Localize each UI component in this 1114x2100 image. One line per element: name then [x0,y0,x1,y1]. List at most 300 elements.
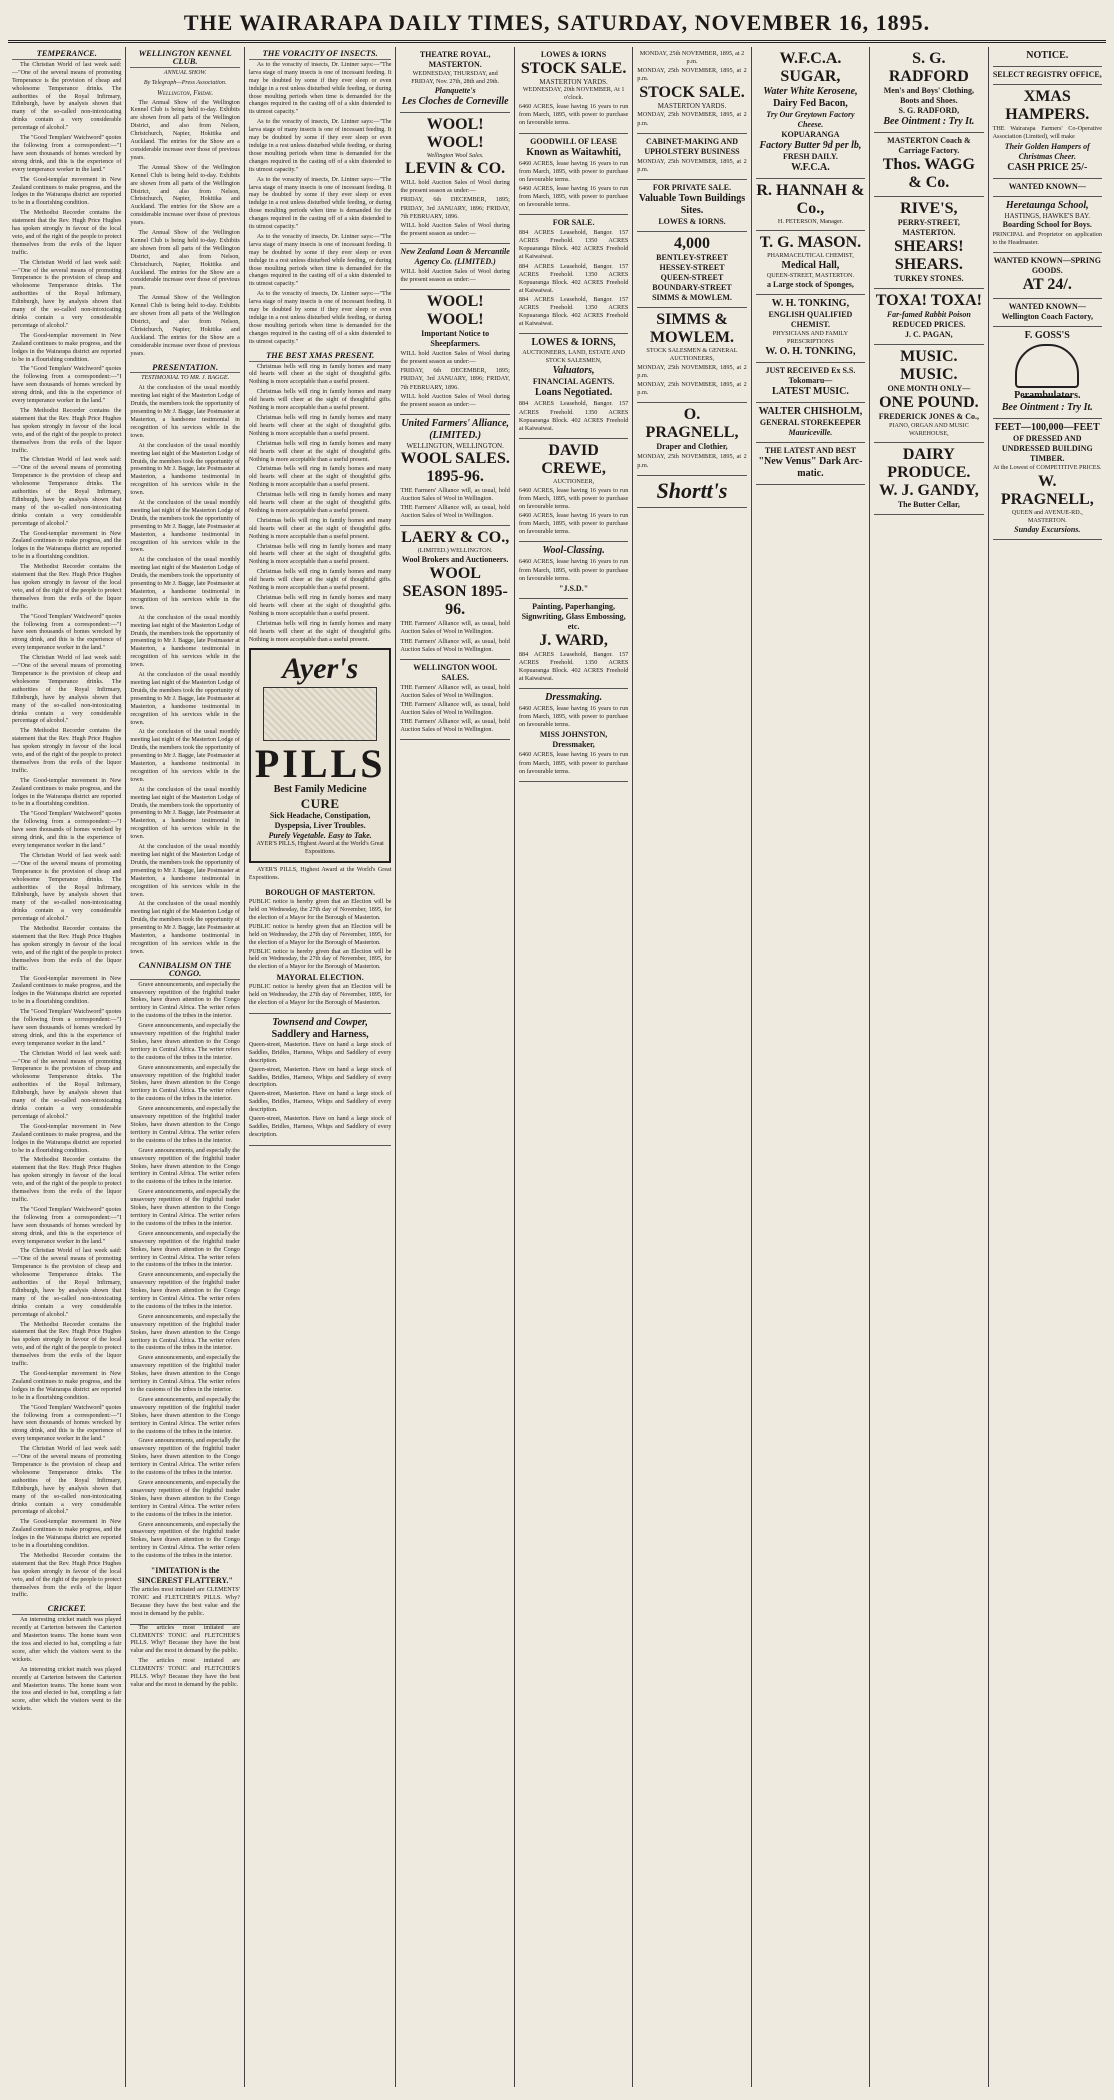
acres-text: 6460 ACRES, lease having 16 years to run from March, 1895, with power to purchase on favourable terms. [518,512,629,536]
levin-text: WILL hold Auction Sales of Wool during the present season as under:— [400,392,510,408]
queen-avenue: QUEEN and AVENUE-RD., MASTERTON. [1011,508,1083,524]
hastings: HASTINGS, HAWKE'S BAY. [1004,212,1091,221]
chisholm-ad [756,403,865,443]
registry-ad [993,67,1102,85]
presentation-subheading: TESTIMONIAL TO MR. J. BAGGE. [141,375,230,382]
dairy-bacon: Dairy Fed Bacon, [773,98,848,109]
xmas-heading: THE BEST XMAS PRESENT. [249,349,392,362]
temperance-paragraph: The "Good Templars' Watchword" quotes the following from a correspondent:—"I have seen thousands of homes wrecked by strong drink, and this is the experience of every temperance worker in the land." [12,613,122,652]
hannah-name: R. HANNAH & Co., [756,182,865,217]
financial-agents: FINANCIAL AGENTS. [532,377,615,387]
temperance-paragraph: The "Good Templars' Watchword" quotes the following from a correspondent:—"I have seen thousands of homes wrecked by strong drink, and this is the experience of every temperance worker in the land." [12,1404,122,1443]
wool-season: WOOL SEASON 1895-96. [402,565,508,619]
simms-mowlem: SIMMS & MOWLEM. [652,292,732,302]
golden-hampers: Their Golden Hampers of Christmas Cheer. [1004,142,1090,162]
townsend-heading: Townsend and Cowper, [272,1016,368,1028]
presentation-paragraph: At the conclusion of the usual monthly meeting last night of the Masterton Lodge of Druids, the members took the opportunity of presenting to Mr J. Bagge, late Postmaster at Masterton, a handsome testimonial in recognition of his services while in the town. [130,729,240,783]
lots-text: 884 ACRES Leasehold, Bangor. 157 ACRES Freehold. 1350 ACRES Kopuaranga Block. 402 ACRES Freehold at Kaiwaiwai. [518,400,629,432]
cannibalism-paragraph: Grave announcements, and especially the unsavoury repetition of the frightful trader Stokes, have drawn attention to the Congo territory in Central Africa. The writer refers to the customs of the tribes in the interior. [130,1189,240,1227]
acres-text: 6460 ACRES, lease having 16 years to run from March, 1895, with power to purchase on favourable terms. [518,159,629,183]
spring-goods-ad [993,253,1102,299]
wfca-heading: W.F.C.A. [779,50,842,67]
presentation-heading: PRESENTATION. [130,361,239,374]
dressmaking-ad [519,689,628,782]
monday-stock-ad [637,47,746,134]
levin-name: LEVIN & CO. [405,160,506,178]
new-venus-ad [756,443,865,485]
cannibalism-paragraph: Grave announcements, and especially the unsavoury repetition of the frightful trader Stokes, have drawn attention to the Congo territory in Central Africa. The writer refers to the customs of the tribes in the interior. [130,1230,240,1269]
temperance-paragraph: The Christian World of last week said:—"One of the several means of promoting Temperance is the provision of cheap and wholesome Temperance drinks. The authorities of the Royal Infirmary, Edinburgh, have by analysis shown that many of the so-called non-intoxicating drinks contain a very considerable percentage of alcohol." [12,852,122,923]
presentation-paragraph: At the conclusion of the usual monthly meeting last night of the Masterton Lodge of Druids, the members took the opportunity of presenting to Mr J. Bagge, late Postmaster at Masterton, a handsome testimonial in recognition of his services while in the town. [130,500,240,554]
perry-street: PERRY-STREET, MASTERTON. [897,218,960,237]
toxa-heading: TOXA! TOXA! [875,292,982,309]
wool-heading: WOOL! WOOL! [426,116,484,152]
wool-sales-text: THE Farmers' Alliance will, as usual, hold Auction Sales of Wool in Wellington. [400,700,510,716]
lots-text: 884 ACRES Leasehold, Bangor. 157 ACRES Freehold. 1350 ACRES Kopuaranga Block. 402 ACRES Freehold at Kaiwaiwai. [518,262,629,294]
boarding-school: Boarding School for Boys. [1002,220,1092,230]
wfca-ad [756,47,865,179]
wool-classing-heading: Wool-Classing. [542,545,605,557]
cricket-heading: CRICKET. [12,1602,121,1615]
try-cheese: Try Our Greytown Factory Cheese. [766,110,855,129]
for-sale-heading: FOR SALE. [552,218,595,228]
queen-street: QUEEN-STREET, MASTERTON. [766,272,855,280]
number-4000: 4,000 [674,234,710,252]
imitation-heading: "IMITATION is the SINCEREST FLATTERY." [137,1566,233,1586]
xmas-paragraph: Christmas bells will ring in family homes and many old hearts will cheer at the sight of thoughtful gifts. Nothing is more acceptable than a useful present. [248,414,392,437]
lowes-name-2: LOWES & IORNS, [531,337,616,349]
column-3 [245,47,397,2087]
goss-name: F. GOSS'S [1024,330,1070,342]
perambulator-illustration [1015,344,1079,388]
cannibalism-paragraph: Grave announcements, and especially the unsavoury repetition of the frightful trader Stokes, have drawn attention to the Congo territory in Central Africa. The writer refers to the customs of the tribes in the interior. [130,1023,240,1061]
competitive-prices: At the Lowest of COMPETITIVE PRICES. [992,464,1102,472]
townsend-text: Queen-street, Masterton. Have on hand a large stock of Saddles, Bridles, Harness, Whips and Saddlery of every description. [248,1116,392,1138]
wool-sales-text: THE Farmers' Alliance will, as usual, hold Auction Sales of Wool in Wellington. [400,486,510,502]
ufa-place: WELLINGTON, WELLINGTON. [406,441,504,450]
monday-text: MONDAY, 25th NOVEMBER, 1895, at 2 p.m. [637,67,747,83]
lots-text: 884 ACRES Leasehold, Bangor. 157 ACRES Freehold. 1350 ACRES Kopuaranga Block. 402 ACRES Freehold at Kaiwaiwai. [518,229,629,261]
townsend-text: Queen-street, Masterton. Have on hand a large stock of Saddles, Bridles, Harness, Whips and Saddlery of every description. [248,1066,392,1089]
coach-ad [874,133,983,197]
ufa-heading: United Farmers' Alliance, (LIMITED.) [401,417,510,441]
ayers-logo: Ayer's [282,652,359,686]
boots-shoes: Boots and Shoes. [900,96,958,105]
wool-classing-ad [519,542,628,598]
theatre-heading: THEATRE ROYAL, MASTERTON. [419,50,491,69]
pagan-name: J. C. PAGAN, [905,330,953,339]
lowes-auctioneers-ad [519,334,628,439]
queen-street: QUEEN-STREET [660,272,724,282]
column-2 [126,47,244,2087]
ufa-ad [400,415,509,526]
imitation-text: The articles most imitated are CLEMENTS' TONIC and FLETCHER'S PILLS. Why? Because they have the best value and the most in demand by the public. [130,1658,240,1688]
reduced-prices: REDUCED PRICES. [892,320,966,329]
ayers-tagline: Best Family Medicine [273,784,367,796]
spring-goods: WANTED KNOWN—SPRING GOODS. [993,256,1101,276]
temperance-heading: TEMPERANCE. [12,47,121,60]
toxa-ad [874,289,983,345]
temperance-paragraph: The Good-templar movement in New Zealand continues to make progress, and the lodges in the Wairarapa district are reported to be in a flourishing condition. [12,332,122,363]
temperance-paragraph: The Christian World of last week said:—"One of the several means of promoting Temperance is the provision of cheap and wholesome Temperance drinks. The authorities of the Royal Infirmary, Edinburgh, have by analysis shown that many of the so-called non-intoxicating drinks contain a very considerable percentage of alcohol." [12,1050,122,1120]
kennel-paragraph: The Annual Show of the Wellington Kennel Club is being held to-day. Exhibits are shown from all parts of the Wellington District, and also from Nelson, Christchurch, Napier, Hokitika and Auckland. The entries for the Show are a considerable increase over those of previous years. [130,230,240,292]
large-stock: a Large stock of Sponges, [766,280,854,290]
lowes-stock-ad [519,47,628,134]
radford-name: S. G. RADFORD [888,50,969,85]
temperance-paragraph: The Methodist Recorder contains the statement that the Rev. Hugh Price Hughes has spoken strongly in favour of the local veto, and of the right of the people to protect themselves from the evils of the liquor traffic. [12,1157,122,1203]
hessey-street: HESSEY-STREET [659,262,725,272]
turkey-stones: TURKEY STONES. [894,274,964,283]
sunday-excursions: Sunday Excursions. [1014,524,1081,534]
column-7 [752,47,870,2087]
temperance-paragraph: The Methodist Recorder contains the statement that the Rev. Hugh Price Hughes has spoken strongly in favour of the local veto, and of the right of the people to protect themselves from the evils of the liquor traffic. [12,1552,122,1599]
wool-brokers: Wool Brokers and Auctioneers. [401,555,509,565]
cannibalism-paragraph: Grave announcements, and especially the unsavoury repetition of the frightful trader Stokes, have drawn attention to the Congo territory in Central Africa. The writer refers to the customs of the tribes in the interior. [130,1479,240,1518]
xmas-paragraph: Christmas bells will ring in family homes and many old hearts will cheer at the sight of thoughtful gifts. Nothing is more acceptable than a useful present. [248,620,392,643]
acres-text: 6460 ACRES, lease having 16 years to run from March, 1895, with power to purchase on favourable terms. [518,558,629,582]
townsend-text: Queen-street, Masterton. Have on hand a large stock of Saddles, Bridles, Harness, Whips and Saddlery of every description. [248,1091,392,1114]
rive-name: RIVE'S, [900,200,958,217]
one-pound: ONE POUND. [879,394,979,411]
temperance-paragraph: The Methodist Recorder contains the statement that the Rev. Hugh Price Hughes has spoken strongly in favour of the local veto, and of the right of the people to protect themselves from the evils of the liquor traffic. [12,728,122,774]
lowes-name: LOWES & IORNS [540,50,607,59]
goss-ad [993,327,1102,419]
jsd: "J.S.D." [559,583,589,593]
simms-ad [637,308,746,404]
borough-text: PUBLIC notice is hereby given that an Election will be held on Wednesday, the 27th day of November, 1895, for the election of a Mayor for the Borough of Masterton. [248,948,392,971]
wanted-heading: WANTED KNOWN— [1008,182,1086,192]
acres-text: 6460 ACRES, lease having 16 years to run from March, 1895, with power to purchase on favourable terms. [518,486,629,511]
masthead: THE WAIRARAPA DAILY TIMES, SATURDAY, NOVEMBER 16, 1895. [8,4,1106,43]
imitation-text: The articles most imitated are CLEMENTS' TONIC and FLETCHER'S PILLS. Why? Because they have the best value and the most in demand by the public. [130,1624,240,1655]
rive-ad [874,197,983,289]
crewe-ad [519,439,628,543]
hannah-ad [756,179,865,231]
presentation-paragraph: At the conclusion of the usual monthly meeting last night of the Masterton Lodge of Druids, the members took the opportunity of presenting to Mr J. Bagge, late Postmaster at Masterton, a handsome testimonial in recognition of his services while in the town. [130,786,240,841]
feet-heading: FEET—100,000—FEET [994,422,1100,434]
temperance-paragraph: The Christian World of last week said:—"One of the several means of promoting Temperance is the provision of cheap and wholesome Temperance drinks. The authorities of the Royal Infirmary, Edinburgh, have by analysis shown that many of the so-called non-intoxicating drinks contain a very considerable percentage of alcohol." [12,1446,122,1516]
shortts-ad [637,476,746,508]
painting-ad [519,599,628,689]
water-white: Water White Kerosene, [763,86,858,97]
xmas-paragraph: Christmas bells will ring in family homes and many old hearts will cheer at the sight of thoughtful gifts. Nothing is more acceptable than a useful present. [248,440,392,463]
monday-text: MONDAY, 25th NOVEMBER, 1895, at 2 p.m. [637,381,747,397]
levin-dates: FRIDAY, 6th DECEMBER, 1895; FRIDAY, 3rd JANUARY, 1896; FRIDAY, 7th FEBRUARY, 1896. [400,196,510,220]
cannibalism-paragraph: Grave announcements, and especially the unsavoury repetition of the frightful trader Stokes, have drawn attention to the Congo territory in Central Africa. The writer refers to the customs of the tribes in the interior. [130,981,240,1020]
temperance-paragraph: The Good-templar movement in New Zealand continues to make progress, and the lodges in the Wairarapa district are reported to be in a flourishing condition. [12,975,122,1006]
rabbit-poison: Far-famed Rabbit Poison [886,310,971,319]
private-sale-ad [637,180,746,232]
cannibalism-paragraph: Grave announcements, and especially the unsavoury repetition of the frightful trader Stokes, have drawn attention to the Congo territory in Central Africa. The writer refers to the customs of the tribes in the interior. [130,1064,240,1103]
masterton-yards: MASTERTON YARDS. [657,102,727,111]
kennel-paragraph: The Annual Show of the Wellington Kennel Club is being held to-day. Exhibits are shown from all parts of the Wellington District, and also from Nelson, Christchurch, Napier, Hokitika and Auckland. The entries for the Show are a considerable increase over those of previous years. [130,99,240,161]
goodwill-ad [519,134,628,216]
presentation-paragraph: At the conclusion of the usual monthly meeting last night of the Masterton Lodge of Druids, the members took the opportunity of presenting to Mr J. Bagge, late Postmaster at Masterton, a handsome testimonial in recognition of his services while in the town. [130,844,240,898]
column-8 [870,47,988,2087]
xmas-hampers-ad [993,85,1102,179]
cannibalism-paragraph: Grave announcements, and especially the unsavoury repetition of the frightful trader Stokes, have drawn attention to the Congo territory in Central Africa. The writer refers to the customs of the tribes in the interior. [130,1355,240,1393]
streets-ad [637,232,746,308]
crewe-name: DAVID CREWE, [541,441,606,477]
dairy-ad [874,443,983,515]
column-1 [8,47,126,2087]
mowlem-name: MOWLEM. [650,328,734,346]
one-month: ONE MONTH ONLY— [887,384,971,393]
ayers-list: Sick Headache, Constipation, Dyspepsia, Liver Troubles. [269,811,371,831]
cannibalism-paragraph: Grave announcements, and especially the unsavoury repetition of the frightful trader Stokes, have drawn attention to the Congo territory in Central Africa. The writer refers to the customs of the tribes in the interior. [130,1313,240,1352]
temperance-paragraph: The Methodist Recorder contains the statement that the Rev. Hugh Price Hughes has spoken strongly in favour of the local veto, and of the right of the people to protect themselves from the evils of the liquor traffic. [12,564,122,610]
ayers-cure: CURE [300,796,340,812]
sugar-heading: SUGAR, [780,68,841,85]
townsend-ad [249,1014,392,1146]
jones-name: FREDERICK JONES & Co., [878,412,979,421]
notice-heading: NOTICE. [1026,50,1069,61]
shears-heading: SHEARS! [894,238,964,255]
lowes-iorns: LOWES & IORNS. [658,216,726,226]
tonking-ad [756,295,865,363]
general-storekeeper: GENERAL STOREKEEPER [759,418,861,428]
dairy-produce: DAIRY PRODUCE. [887,446,971,482]
column-9 [989,47,1106,2087]
temperance-paragraph: The Good-templar movement in New Zealand continues to make progress, and the lodges in the Wairarapa district are reported to be in a flourishing condition. [12,1371,122,1401]
price-24: AT 24/. [1022,276,1072,294]
notice-heading: Important Notice to Sheepfarmers. [421,329,490,349]
planquette: Planquette's [434,86,476,96]
acres-text: 6460 ACRES, lease having 16 years to run from March, 1895, with power to purchase on favourable terms. [518,751,629,775]
temperance-paragraph: The Good-templar movement in New Zealand continues to make progress, and the lodges in the Wairarapa district are reported to be in a flourishing condition. [12,1519,122,1550]
wool-sub: Wellington Wool Sales. [426,152,484,160]
temperance-paragraph: The "Good Templars' Watchword" quotes the following from a correspondent:—"I have seen thousands of homes wrecked by strong drink, and this is the experience of every temperance worker in the land." [12,135,122,173]
wanted-ad [993,179,1102,197]
theatre-ad [400,47,509,113]
laery-name: LAERY & CO., [401,529,510,547]
columns [8,47,1106,2087]
music-latest-ad [756,363,865,403]
wellington-coach: Wellington Coach Factory, [1001,312,1093,322]
latest-music: LATEST MUSIC. [771,386,849,398]
mauriceville: Mauriceville. [788,428,833,438]
building-timber: OF DRESSED AND UNDRESSED BUILDING TIMBER. [1001,434,1093,464]
bentley-street: BENTLEY-STREET [656,252,728,262]
fresh-daily: FRESH DAILY. [782,152,838,161]
pragnell-name: O. PRAGNELL, [645,406,739,442]
insects-paragraph: As to the voracity of insects, Dr. Lintner says:—"The larva stage of many insects is one of incessant feeding. It may be doubted by some if they ever sleep or even indulge in a rest unless disturbed while feeding, or during those moulting periods when time is demanded for the changes required in the casting off of a skin distended to its utmost capacity." [248,176,392,231]
acres-text: 6460 ACRES, lease having 16 years to run from March, 1895, with power to purchase on favourable terms. [518,705,629,729]
temperance-paragraph: The Methodist Recorder contains the statement that the Rev. Hugh Price Hughes has spoken strongly in favour of the local veto, and of the right of the people to protect themselves from the evils of the liquor traffic. [12,926,122,972]
boundary-street: BOUNDARY-STREET [652,282,732,292]
factory-butter: Factory Butter 9d per lb, [759,140,862,151]
cannibalism-paragraph: Grave announcements, and especially the unsavoury repetition of the frightful trader Stokes, have drawn attention to the Congo territory in Central Africa. The writer refers to the customs of the tribes in the interior. [130,1438,240,1477]
mason-name: T. G. MASON. [759,234,862,252]
townsend-sub: Saddlery and Harness, [271,1028,369,1040]
xmas-paragraph: Christmas bells will ring in family homes and many old hearts will cheer at the sight of thoughtful gifts. Nothing is more acceptable than a useful present. [248,389,392,412]
draper: Draper and Clothier, [656,442,728,452]
monday-text: MONDAY, 25th NOVEMBER, 1895, at 2 p.m. [637,453,747,469]
heretaunga-heading: Heretaunga School, [1005,200,1089,212]
temperance-paragraph: The Christian World of last week said:—"One of the several means of promoting Temperance is the provision of cheap and wholesome Temperance drinks. The authorities of the Royal Infirmary, Edinburgh, have by analysis shown that many of the so-called non-intoxicating drinks contain a very considerable percentage of alcohol." [12,1248,122,1318]
wool-sales-text: THE Farmers' Alliance will, as usual, hold Auction Sales of Wool in Wellington. [400,637,510,653]
shears-heading-2: SHEARS. [894,256,963,273]
stock-salesmen: STOCK SALESMEN & GENERAL AUCTIONEERS, [646,346,738,362]
heretaunga-ad [993,197,1102,253]
levin-dates: FRIDAY, 6th DECEMBER, 1895; FRIDAY, 3rd JANUARY, 1896; FRIDAY, 7th FEBRUARY, 1896. [400,367,510,391]
wagg-name: Thos. WAGG & Co. [882,156,975,191]
goodwill-heading: GOODWILL OF LEASE [530,136,617,146]
valuable-heading: Valuable Town Buildings Sites. [638,192,746,216]
kopuaranga: KOPUARANGA [781,130,840,139]
loans-negotiated: Loans Negotiated. [534,387,613,399]
cannibalism-paragraph: Grave announcements, and especially the unsavoury repetition of the frightful trader Stokes, have drawn attention to the Congo territory in Central Africa. The writer refers to the customs of the tribes in the interior. [130,1396,240,1435]
temperance-paragraph: The "Good Templars' Watchword" quotes the following from a correspondent:—"I have seen thousands of homes wrecked by strong drink, and this is the experience of every temperance worker in the land." [12,1009,122,1047]
stock-sale-date: WEDNESDAY, 20th NOVEMBER, At 1 o'clock. [522,86,625,102]
latest-best: THE LATEST AND BEST [764,446,856,456]
monday-text: MONDAY, 25th NOVEMBER, 1895, at 2 p.m. [637,157,747,173]
just-received: JUST RECEIVED Ex S.S. Tokomaru— [765,366,856,386]
school-text: PRINCIPAL and Proprietor on application to the Headmaster. [992,231,1102,247]
farmers-text: THE Wairarapa Farmers' Co-Operative Association (Limited), will make [992,125,1102,141]
monday-date: MONDAY, 25th NOVEMBER, 1895, at 2 p.m. [639,50,745,66]
coach-heading: MASTERTON Coach & Carriage Factory. [887,136,971,155]
column-5 [515,47,633,2087]
loan-ad [400,244,509,290]
kennel-byline: By Telegraph—Press Association. [143,79,227,86]
cannibalism-paragraph: Grave announcements, and especially the unsavoury repetition of the frightful trader Stokes, have drawn attention to the Congo territory in Central Africa. The writer refers to the customs of the tribes in the interior. [130,1272,240,1310]
wool-sales-heading: WOOL SALES. 1895-96. [400,449,510,485]
levin-text: WILL hold Auction Sales of Wool during the present season as under:— [400,267,510,284]
borough-heading: BOROUGH OF MASTERTON. [265,888,376,898]
simms-name: SIMMS & [656,310,728,328]
pill-box-illustration [263,687,378,741]
column-6 [633,47,751,2087]
presentation-paragraph: At the conclusion of the usual monthly meeting last night of the Masterton Lodge of Druids, the members took the opportunity of presenting to Mr J. Bagge, late Postmaster at Masterton, a handsome testimonial in recognition of his services while in the town. [130,385,240,439]
borough-text: PUBLIC notice is hereby given that an Election will be held on Wednesday, the 27th day of November, 1895, for the election of a Mayor for the Borough of Masterton. [248,899,392,921]
waitawhiti-heading: Known as Waitawhiti, [526,146,621,158]
music-heading: MUSIC. MUSIC. [900,348,958,383]
townsend-text: Queen-street, Masterton. Have on hand a large stock of Saddles, Bridles, Harness, Whips and Saddlery of every description. [248,1041,392,1064]
notice-ad [993,47,1102,67]
xmas-paragraph: Christmas bells will ring in family homes and many old hearts will cheer at the sight of thoughtful gifts. Nothing is more acceptable than a useful present. [248,466,392,489]
timber-ad [993,419,1102,539]
valuators: Valuators, [552,365,595,377]
masterton-yards: MASTERTON YARDS. [539,78,608,86]
xmas-hampers-heading: XMAS HAMPERS. [1005,88,1090,123]
loan-heading: New Zealand Loan & Mercantile Agency Co. (LIMITED.) [400,246,510,266]
private-sale-heading: FOR PRIVATE SALE. [652,182,732,192]
english-chemist: ENGLISH QUALIFIED CHEMIST. [768,310,853,330]
pharmaceutical: PHARMACEUTICAL CHEMIST, [767,252,854,260]
kennel-paragraph: The Annual Show of the Wellington Kennel Club is being held to-day. Exhibits are shown from all parts of the Wellington District, and also from Nelson, Christchurch, Napier, Hokitika and Auckland. The entries for the Show are a considerable increase over those of previous years. [130,295,240,357]
temperance-paragraph: The Christian World of last week said:—"One of the several means of promoting Temperance is the provision of cheap and wholesome Temperance drinks. The authorities of the Royal Infirmary, Edinburgh, have by analysis shown that many of the so-called non-intoxicating drinks contain a very considerable percentage of alcohol." [12,457,122,527]
stock-sale-heading: STOCK SALE. [639,84,745,102]
levin-text: WILL hold Auction Sales of Wool during the present season as under:— [400,179,510,195]
temperance-paragraph: The Methodist Recorder contains the statement that the Rev. Hugh Price Hughes has spoken strongly in favour of the local veto, and of the right of the people to protect themselves from the evils of the liquor traffic. [12,210,122,256]
imitation-text: The articles most imitated are CLEMENTS' TONIC and FLETCHER'S PILLS. Why? Because they have the best value and the most in demand by the public. [130,1587,240,1617]
wellington-wool-ad [400,660,509,741]
wool-notice-ad [400,290,509,415]
borough-notice [249,885,392,1014]
butter-cellar: The Butter Cellar, [897,500,960,510]
painting-heading: Painting, Paperhanging, Signwriting, Glass Embossing, etc. [521,601,626,631]
insects-heading: THE VORACITY OF INSECTS. [249,47,392,60]
cabinet-heading: CABINET-MAKING AND UPHOLSTERY BUSINESS [644,136,740,156]
perambulators: Perambulators. [1014,390,1081,402]
insects-paragraph: As to the voracity of insects, Dr. Lintner says:—"The larva stage of many insects is one of incessant feeding. It may be doubted by some if they ever sleep or even indulge in a rest unless disturbed while feeding, or during those moulting periods when time is demanded for the changes required in the casting off of a skin distended to its utmost capacity." [248,119,392,173]
temperance-paragraph: The Good-templar movement in New Zealand continues to make progress, and the lodges in the Wairarapa district are reported to be in a flourishing condition. [12,530,122,561]
cannibalism-paragraph: Grave announcements, and especially the unsavoury repetition of the frightful trader Stokes, have drawn attention to the Congo territory in Central Africa. The writer refers to the customs of the tribes in the interior. [130,1147,240,1186]
kennel-heading: WELLINGTON KENNEL CLUB. [130,47,239,68]
presentation-paragraph: At the conclusion of the usual monthly meeting last night of the Masterton Lodge of Druids, the members took the opportunity of presenting to Mr J. Bagge, late Postmaster at Masterton, a handsome testimonial in recognition of his services while in the town. [130,901,240,955]
mason-ad [756,231,865,295]
monday-text: MONDAY, 25th NOVEMBER, 1895, at 2 p.m. [637,364,747,380]
xmas-paragraph: Christmas bells will ring in family homes and many old hearts will cheer at the sight of thoughtful gifts. Nothing is more acceptable than a useful present. [248,595,392,617]
temperance-paragraph: The Methodist Recorder contains the statement that the Rev. Hugh Price Hughes has spoken strongly in favour of the local veto, and of the right of the people to protect themselves from the evils of the liquor traffic. [12,1321,122,1368]
ayers-text: AYER'S PILLS, Highest Award at the World's Great Expositions. [248,867,392,882]
new-venus: "New Venus" Dark Arc-matic. [758,456,863,480]
temperance-paragraph: The Good-templar movement in New Zealand continues to make progress, and the lodges in the Wairarapa district are reported to be in a flourishing condition. [12,176,122,207]
wool-sales-text: THE Farmers' Alliance will, as usual, hold Auction Sales of Wool in Wellington. [400,620,510,636]
wfca-footer: W.F.C.A. [791,162,830,173]
cannibalism-paragraph: Grave announcements, and especially the unsavoury repetition of the frightful trader Stokes, have drawn attention to the Congo territory in Central Africa. The writer refers to the customs of the tribes in the interior. [130,1106,240,1144]
borough-text: PUBLIC notice is hereby given that an Election will be held on Wednesday, the 27th day of November, 1895, for the election of a Mayor for the Borough of Masterton. [248,923,392,946]
insects-paragraph: As to the voracity of insects, Dr. Lintner says:—"The larva stage of many insects is one of incessant feeding. It may be doubted by some if they ever sleep or even indulge in a rest unless disturbed while feeding, or during those moulting periods when time is demanded for the changes required in the casting off of a skin distended to its utmost capacity." [248,233,392,288]
cannibalism-paragraph: Grave announcements, and especially the unsavoury repetition of the frightful trader Stokes, have drawn attention to the Congo territory in Central Africa. The writer refers to the customs of the tribes in the interior. [130,1521,240,1560]
xmas-paragraph: Christmas bells will ring in family homes and many old hearts will cheer at the sight of thoughtful gifts. Nothing is more acceptable than a useful present. [248,363,392,386]
wanted-3-ad [993,299,1102,327]
mens-clothing: Men's and Boys' Clothing, [883,86,974,95]
piano-warehouse: PIANO, ORGAN AND MUSIC WAREHOUSE, [888,422,969,438]
auctioneers-line: AUCTIONEERS, LAND, ESTATE AND STOCK SALESMEN, [522,349,625,365]
kennel-place: Wellington, Friday. [157,88,214,97]
wanted-heading-3: WANTED KNOWN— [1008,302,1086,312]
acres-text: 6460 ACRES, lease having 16 years to run from March, 1895, with power to purchase on favourable terms. [518,184,629,209]
shortts-name: Shortt's [656,477,728,503]
wellington-wool-heading: WELLINGTON WOOL SALES. [413,662,498,682]
ayers-footer: AYER'S PILLS, Highest Award at the World's Great Expositions. [256,841,384,856]
bee-ointment: Bee Ointment : Try It. [883,116,975,127]
laery-ad [400,526,509,659]
registry-heading: SELECT REGISTRY OFFICE, [992,70,1102,79]
levin-wool-ad [400,113,509,244]
music-ad [874,345,983,443]
temperance-paragraph: The Christian World of last week said:—"One of the several means of promoting Temperance is the provision of cheap and wholesome Temperance drinks. The authorities of the Royal Infirmary, Edinburgh, have by analysis shown that many of the so-called non-intoxicating drinks contain a very considerable percentage of alcohol." [12,259,122,329]
crewe-sub: AUCTIONEER, [553,477,595,485]
pragnell-name: W. PRAGNELL, [1000,472,1094,508]
lots-text: 884 ACRES Leasehold, Bangor. 157 ACRES Freehold. 1350 ACRES Kopuaranga Block. 402 ACRES Freehold at Kaiwaiwai. [518,650,629,683]
cricket-paragraph: An interesting cricket match was played recently at Carterton between the Carterton and Masterton teams. The home team won the toss and elected to bat, compiling a fair score, after which the visitors went to the wickets. [12,1617,122,1663]
levin-text: WILL hold Auction Sales of Wool during the present season as under:— [400,350,510,366]
column-4 [396,47,514,2087]
cricket-paragraph: An interesting cricket match was played recently at Carterton between the Carterton and Masterton teams. The home team won the toss and elected to bat, compiling a fair score, after which the visitors went to the wickets. [12,1666,122,1713]
wool-heading: WOOL! WOOL! [426,293,484,329]
temperance-paragraph: The Christian World of last week said:—"One of the several means of promoting Temperance is the provision of cheap and wholesome Temperance drinks. The authorities of the Royal Infirmary, Edinburgh, have by analysis shown that many of the so-called non-intoxicating drinks contain a very considerable percentage of alcohol." [12,655,122,725]
cash-price: CASH PRICE 25/- [1007,162,1088,174]
temperance-paragraph: The Christian World of last week said:—"One of the several means of promoting Temperance is the provision of cheap and wholesome Temperance drinks. The authorities of the Royal Infirmary, Edinburgh, have by analysis shown that many of the so-called non-intoxicating drinks contain a very considerable percentage of alcohol." [12,61,122,132]
gandy-name: W. J. GANDY, [878,482,979,500]
tonking-name: W. H. TONKING, [771,298,850,310]
presentation-paragraph: At the conclusion of the usual monthly meeting last night of the Masterton Lodge of Druids, the members took the opportunity of presenting to Mr J. Bagge, late Postmaster at Masterton, a handsome testimonial in recognition of his services while in the town. [130,557,240,611]
temperance-paragraph: The "Good Templars' Watchword" quotes the following from a correspondent:—"I have seen thousands of homes wrecked by strong drink, and this is the experience of every temperance worker in the land." [12,1206,122,1245]
xmas-paragraph: Christmas bells will ring in family homes and many old hearts will cheer at the sight of thoughtful gifts. Nothing is more acceptable than a useful present. [248,492,392,514]
cabinet-ad [637,134,746,180]
insects-paragraph: As to the voracity of insects, Dr. Lintner says:—"The larva stage of many insects is one of incessant feeding. It may be doubted by some if they ever sleep or even indulge in a rest unless disturbed while feeding, or during those moulting periods when time is demanded for the changes required in the casting off of a skin distended to its utmost capacity." [248,291,392,345]
xmas-paragraph: Christmas bells will ring in family homes and many old hearts will cheer at the sight of thoughtful gifts. Nothing is more acceptable than a useful present. [248,543,392,566]
for-sale-ad [519,215,628,334]
laery-sub: (LIMITED.) WELLINGTON. [417,547,493,555]
cannibalism-heading: CANNIBALISM ON THE CONGO. [130,959,239,980]
mayoral-heading: MAYORAL ELECTION. [276,973,364,983]
chisholm-name: WALTER CHISHOLM, [758,406,863,418]
medical-hall: Medical Hall, [781,260,840,272]
